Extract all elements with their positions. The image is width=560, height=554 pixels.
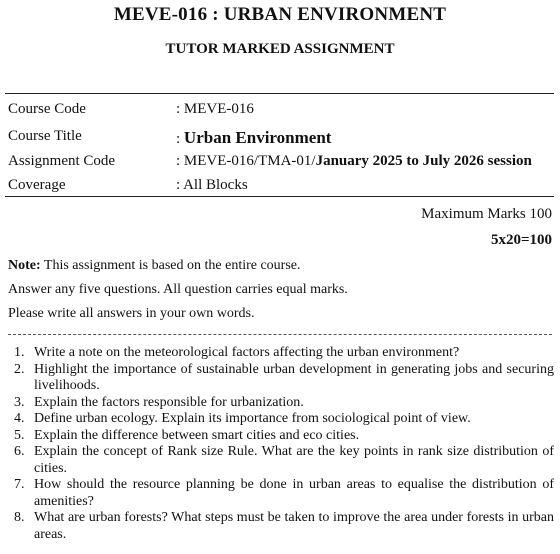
coverage-value: : All Blocks xyxy=(176,177,248,193)
question-item xyxy=(14,411,554,428)
question-text: Highlight the importance of sustainable urban development in generating jobs and securing livelihoods. xyxy=(34,361,554,393)
course-code-value: : MEVE-016 xyxy=(176,101,254,117)
question-text: Explain the difference between smart cities and eco cities. xyxy=(34,427,360,443)
question-item xyxy=(14,477,554,510)
question-text: Define urban ecology. Explain its importance from sociological point of view. xyxy=(34,411,471,426)
course-code-label: Course Code xyxy=(8,101,86,117)
marks-breakdown: 5x20=100 xyxy=(490,232,552,248)
page-subtitle: TUTOR MARKED ASSIGNMENT xyxy=(165,41,395,57)
course-title-label: Course Title xyxy=(8,128,82,144)
note-line xyxy=(8,258,301,274)
assignment-code-label: Assignment Code xyxy=(8,153,116,169)
question-number: 4. xyxy=(14,411,25,426)
question-item xyxy=(14,395,554,412)
assignment-session: January 2025 to July 2026 session xyxy=(315,153,532,169)
question-number: 8. xyxy=(14,510,25,525)
question-number: 7. xyxy=(14,477,25,492)
question-number: 1. xyxy=(14,345,25,360)
assignment-code-value xyxy=(176,153,532,170)
own-words-line: Please write all answers in your own words. xyxy=(8,306,255,321)
question-text: What are urban forests? What steps must be taken to improve the area under forests in urban areas. xyxy=(34,510,554,542)
course-title-value: Urban Environment xyxy=(183,128,332,147)
question-number: 3. xyxy=(14,394,25,410)
question-item xyxy=(14,345,554,362)
note-text: This assignment is based on the entire course. xyxy=(40,258,301,273)
question-list xyxy=(14,345,554,543)
question-number: 5. xyxy=(14,427,25,443)
question-item xyxy=(14,428,554,445)
dashed-separator xyxy=(8,334,552,335)
question-number: 6. xyxy=(14,444,25,459)
instruction-line: Answer any five questions. All question carries equal marks. xyxy=(8,282,348,297)
page-title: MEVE-016 : URBAN ENVIRONMENT xyxy=(113,4,447,25)
course-title-prefix: : xyxy=(176,131,184,147)
divider-bottom xyxy=(5,196,554,197)
question-item xyxy=(14,444,554,477)
question-text: How should the resource planning be done in urban areas to equalise the distribution of amenities? xyxy=(34,477,554,509)
question-number: 2. xyxy=(14,361,25,377)
note-label: Note: xyxy=(8,258,41,273)
question-text: Write a note on the meteorological factors affecting the urban environment? xyxy=(34,345,460,360)
question-item xyxy=(14,362,554,395)
coverage-label: Coverage xyxy=(8,177,66,193)
question-text: Explain the factors responsible for urbanization. xyxy=(34,394,304,410)
maximum-marks: Maximum Marks 100 xyxy=(421,206,552,222)
question-text: Explain the concept of Rank size Rule. What are the key points in rank size distribution of cities. xyxy=(34,444,554,476)
assignment-code-prefix: : MEVE-016/TMA-01/ xyxy=(176,153,316,169)
question-item xyxy=(14,510,554,543)
divider-top xyxy=(5,93,554,94)
course-title-value-wrap xyxy=(176,128,331,148)
